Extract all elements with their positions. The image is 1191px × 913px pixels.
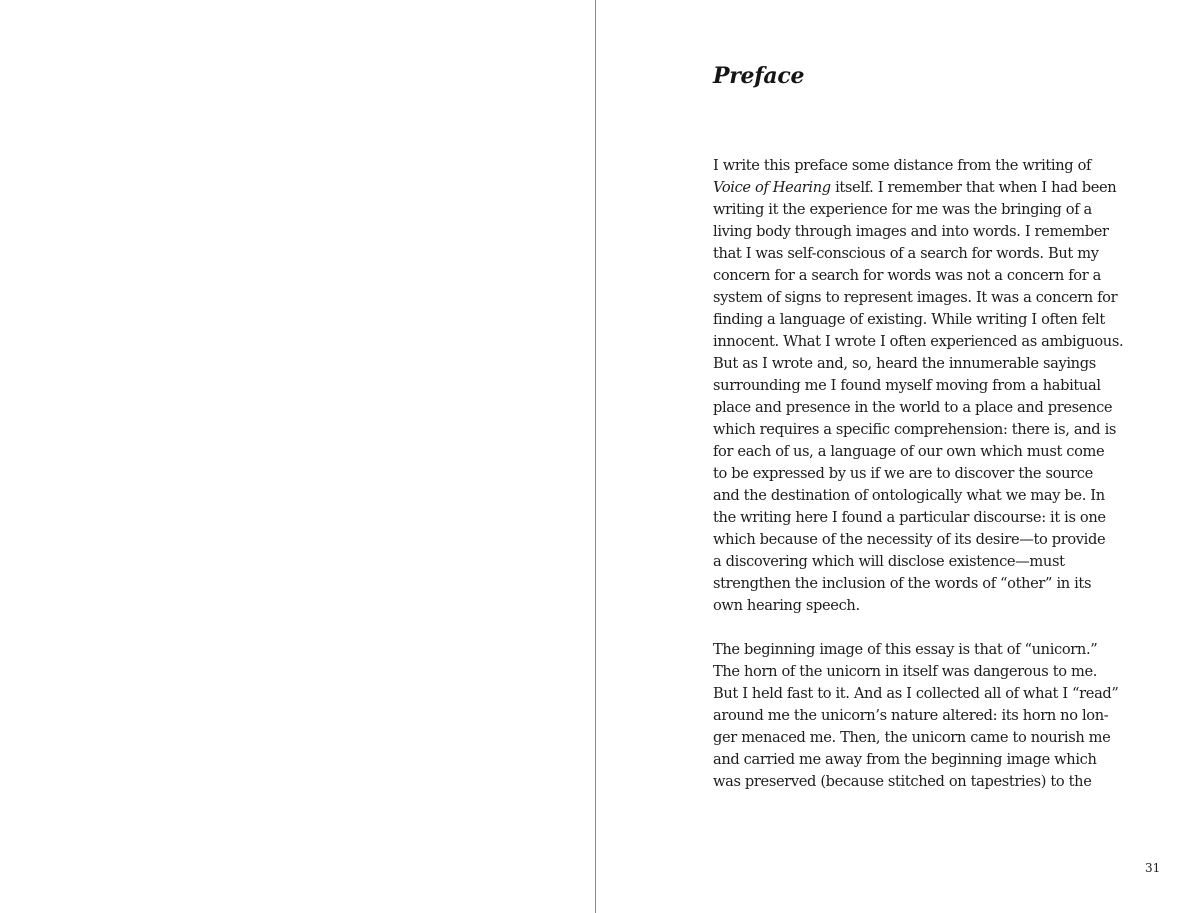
text-line: But I held fast to it. And as I collected all of what I “read” <box>713 685 1119 702</box>
text-line: concern for a search for words was not a concern for a <box>713 267 1102 284</box>
text-line: ger menaced me. Then, the unicorn came to nourish me <box>713 729 1111 746</box>
text-line: own hearing speech. <box>713 597 860 614</box>
text-line: finding a language of existing. While writing I often felt <box>713 311 1105 328</box>
text-line: innocent. What I wrote I often experienced as ambiguous. <box>713 333 1124 350</box>
italic-book-title: Voice of Hearing <box>713 179 831 196</box>
left-page <box>0 0 595 913</box>
text-line: which because of the necessity of its desire—to provide <box>713 531 1106 548</box>
text-line: place and presence in the world to a place and presence <box>713 399 1113 416</box>
text-line: The beginning image of this essay is that of “unicorn.” <box>713 641 1098 658</box>
text-line: and carried me away from the beginning image which <box>713 751 1097 768</box>
body-text <box>713 155 1133 793</box>
paragraph-1 <box>713 155 1133 617</box>
text-line: the writing here I found a particular discourse: it is one <box>713 509 1106 526</box>
text-line: system of signs to represent images. It was a concern for <box>713 289 1118 306</box>
text-line: surrounding me I found myself moving from a habitual <box>713 377 1101 394</box>
text-line: writing it the experience for me was the bringing of a <box>713 201 1092 218</box>
line-remainder: itself. I remember that when I had been <box>830 179 1117 196</box>
page-number: 31 <box>1145 861 1161 875</box>
text-line: around me the unicorn’s nature altered: its horn no lon- <box>713 707 1109 724</box>
text-line: living body through images and into words. I remember <box>713 223 1109 240</box>
paragraph-2 <box>713 639 1133 793</box>
text-line: was preserved (because stitched on tapestries) to the <box>713 773 1092 790</box>
text-line: a discovering which will disclose existence—must <box>713 553 1065 570</box>
text-line: which requires a specific comprehension: there is, and is <box>713 421 1117 438</box>
text-line: for each of us, a language of our own which must come <box>713 443 1105 460</box>
text-line: to be expressed by us if we are to discover the source <box>713 465 1093 482</box>
text-line: and the destination of ontologically what we may be. In <box>713 487 1105 504</box>
text-line: The horn of the unicorn in itself was dangerous to me. <box>713 663 1098 680</box>
text-line: that I was self-conscious of a search for words. But my <box>713 245 1099 262</box>
right-page <box>596 0 1191 913</box>
text-line: But as I wrote and, so, heard the innumerable sayings <box>713 355 1096 372</box>
text-line-with-italic-title <box>713 177 1133 199</box>
text-line: I write this preface some distance from the writing of <box>713 157 1092 174</box>
page-heading: Preface <box>713 63 805 89</box>
text-line: strengthen the inclusion of the words of “other” in its <box>713 575 1092 592</box>
